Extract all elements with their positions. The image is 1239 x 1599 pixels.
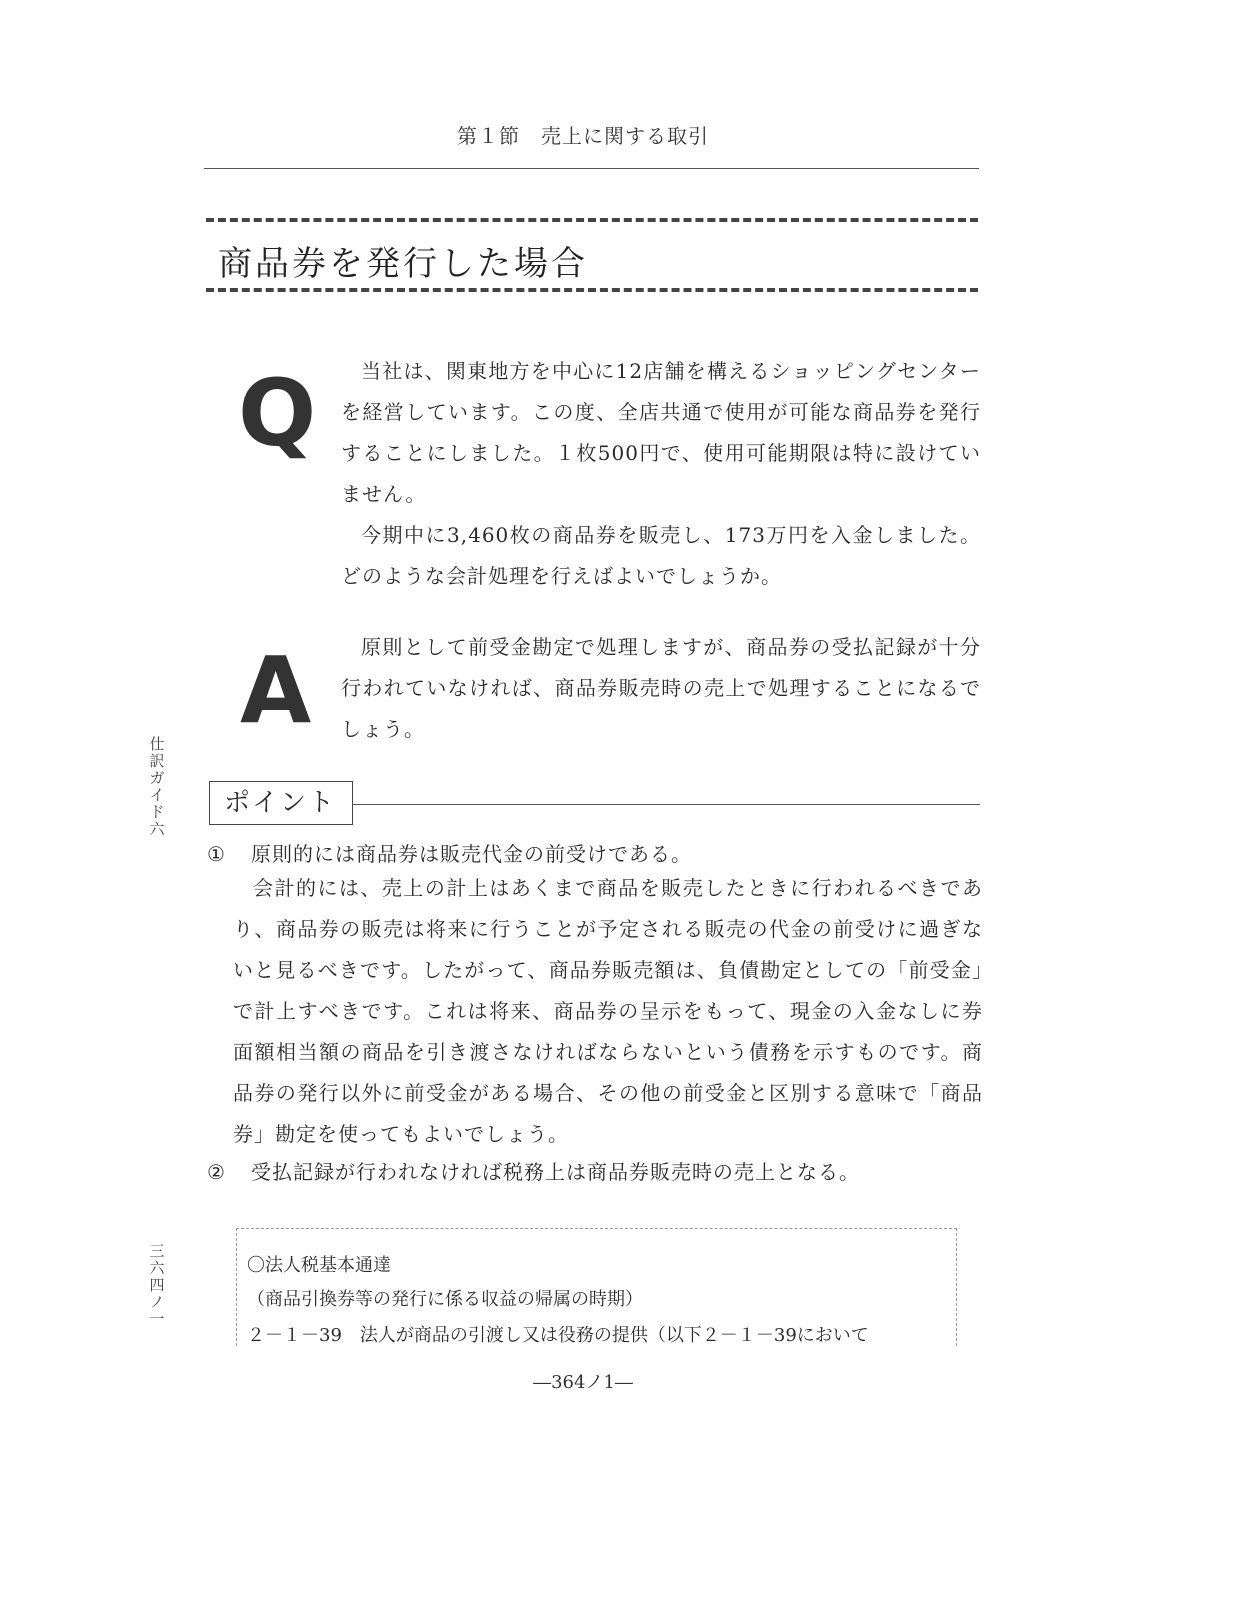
point-item-1	[207, 838, 987, 867]
point-item-2	[207, 1156, 987, 1185]
point-item-1-heading: 原則的には商品券は販売代金の前受けである。	[251, 842, 692, 866]
page-title: 商品券を発行した場合	[218, 244, 588, 284]
side-page-label: 三六四ノ一	[149, 1242, 165, 1328]
notice-text: ２－１－39 法人が商品の引渡し又は役務の提供（以下２－１－39において	[247, 1325, 869, 1346]
title-dash-bottom	[206, 288, 978, 292]
point-item-1-body-text: 会計的には、売上の計上はあくまで商品を販売したときに行われるべきであり、商品券の販売は将来に行うことが予定される販売の代金の前受けに過ぎないと見るべきです。したがって、商品券販売額は、負債勘定としての「前受金」で計上すべきです。これは将来、商品券の呈示をもって、現金の入金なしに券面額相当額の商品を引き渡さなければならないという債務を示すものです。商品券の発行以外に前受金がある場合、その他の前受金と区別する意味で「商品券」勘定を使ってもよいでしょう。	[233, 876, 983, 1146]
point-item-1-body	[233, 868, 983, 1155]
title-dash-top	[206, 218, 978, 222]
question-letter: Q	[238, 360, 317, 467]
header-rule	[204, 168, 979, 169]
notice-heading: 〇法人税基本通達	[247, 1255, 391, 1276]
page-number: ―364ノ1―	[533, 1372, 633, 1393]
point-item-2-number: ②	[207, 1160, 226, 1184]
point-rule	[353, 804, 980, 805]
question-paragraph-2: 今期中に3,460枚の商品券を販売し、173万円を入金しました。どのような会計処理を行えばよいでしょうか。	[341, 523, 981, 588]
point-item-2-heading: 受払記録が行われなければ税務上は商品券販売時の売上となる。	[251, 1160, 860, 1184]
question-paragraph-1: 当社は、関東地方を中心に12店舗を構えるショッピングセンターを経営しています。この度、全店共通で使用が可能な商品券を発行することにしました。１枚500円で、使用可能期限は特に設けていません。	[341, 359, 981, 506]
point-label: ポイント	[209, 781, 353, 825]
question-text	[341, 351, 981, 597]
tax-notice-box	[236, 1228, 957, 1346]
section-header: 第１節 売上に関する取引	[457, 124, 709, 148]
answer-text	[341, 627, 981, 750]
side-book-label: 仕訳ガイド六	[149, 735, 165, 838]
answer-paragraph-1: 原則として前受金勘定で処理しますが、商品券の受払記録が十分行われていなければ、商品券販売時の売上で処理することになるでしょう。	[341, 635, 981, 741]
notice-subheading: （商品引換券等の発行に係る収益の帰属の時期）	[247, 1289, 643, 1310]
point-item-1-number: ①	[207, 842, 226, 866]
answer-letter: A	[240, 637, 312, 744]
